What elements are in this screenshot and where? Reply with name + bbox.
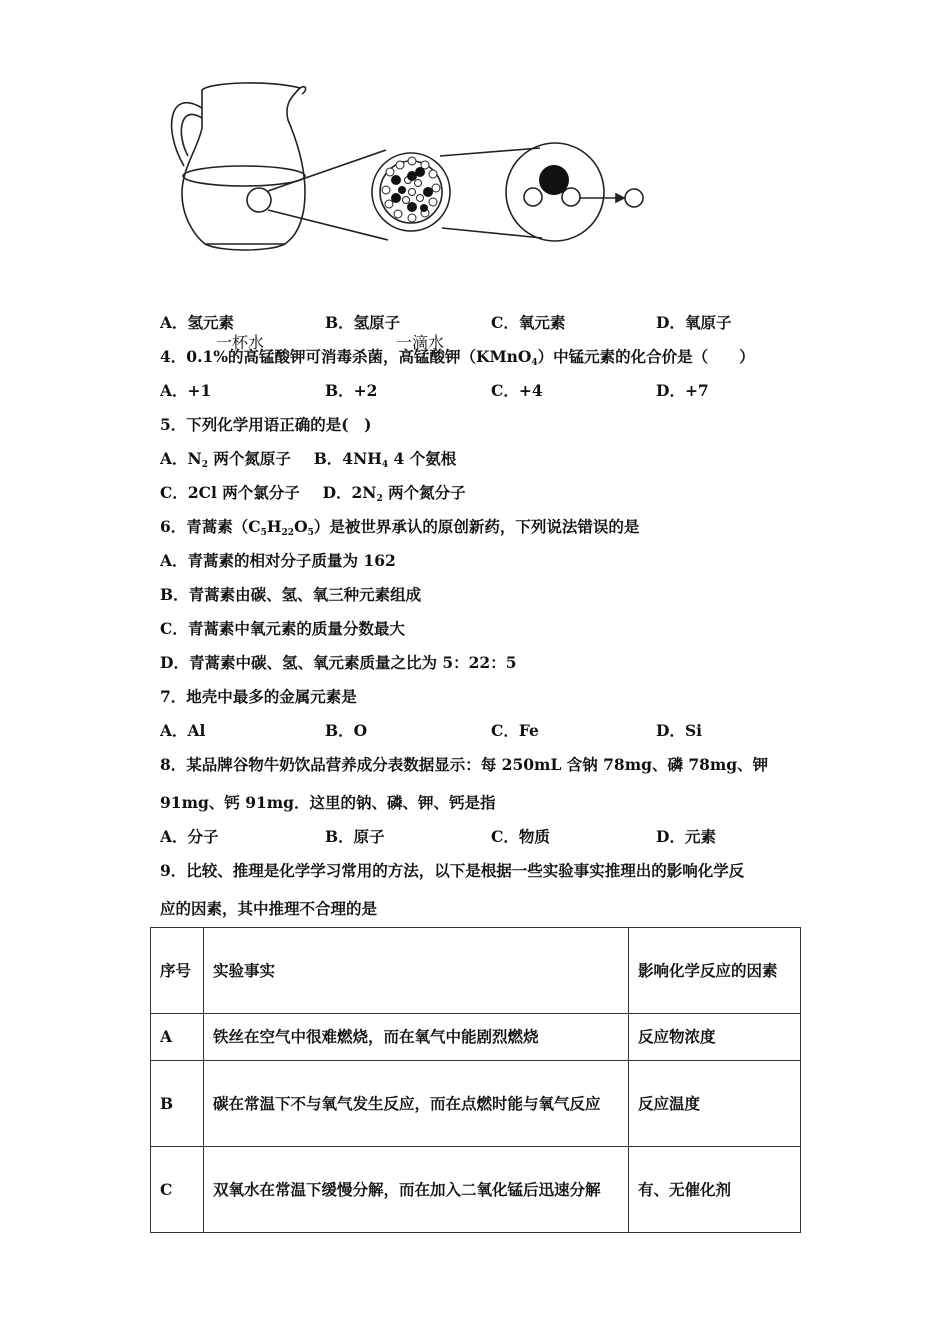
header-fact: 实验事实 bbox=[204, 928, 629, 1014]
row-b-index: B bbox=[151, 1061, 204, 1147]
header-index: 序号 bbox=[151, 928, 204, 1014]
q5-stem: 5．下列化学用语正确的是( ) bbox=[160, 415, 372, 434]
q4-option-c: C．+4 bbox=[491, 381, 543, 400]
q6-option-c: C．青蒿素中氧元素的质量分数最大 bbox=[160, 619, 405, 638]
row-a-index: A bbox=[151, 1014, 204, 1061]
q8-option-d: D．元素 bbox=[656, 827, 716, 846]
q9-stem-line1: 9．比较、推理是化学学习常用的方法，以下是根据一些实验事实推理出的影响化学反 bbox=[160, 861, 745, 880]
q4-option-d: D．+7 bbox=[656, 381, 709, 400]
q3-option-a: A．氢元素 bbox=[160, 313, 235, 332]
row-c-fact: 双氧水在常温下缓慢分解，而在加入二氧化锰后迅速分解 bbox=[204, 1147, 629, 1233]
caption-drop-of-water: 一滴水 bbox=[396, 333, 445, 352]
q7-option-c: C．Fe bbox=[491, 721, 539, 740]
q7-option-b: B．O bbox=[325, 721, 368, 740]
q6-option-a: A．青蒿素的相对分子质量为 162 bbox=[160, 551, 396, 570]
q8-option-b: B．原子 bbox=[325, 827, 385, 846]
q7-option-d: D．Si bbox=[656, 721, 703, 740]
q5-options-row2: C．2Cl 两个氯分子 D．$2N_2$ 两个氮分子 bbox=[160, 483, 466, 504]
row-a-fact: 铁丝在空气中很难燃烧，而在氧气中能剧烈燃烧 bbox=[204, 1014, 629, 1061]
table-row bbox=[151, 1014, 801, 1061]
q4-stem: 4．0.1%的高锰酸钾可消毒杀菌，高锰酸钾（KMnO$_4$）中锰元素的化合价是（ ） bbox=[160, 347, 755, 368]
row-c-index: C bbox=[151, 1147, 204, 1233]
q4-options bbox=[160, 379, 800, 403]
q6-option-d: D．青蒿素中碳、氢、氧元素质量之比为 5：22：5 bbox=[160, 653, 517, 672]
table-row bbox=[151, 1147, 801, 1233]
q3-option-c: C．氧元素 bbox=[491, 313, 566, 332]
header-factor: 影响化学反应的因素 bbox=[629, 928, 801, 1014]
table-row bbox=[151, 1061, 801, 1147]
q9-table bbox=[150, 927, 801, 1233]
q3-option-b: B．氢原子 bbox=[325, 313, 401, 332]
table-header-row bbox=[151, 928, 801, 1014]
q8-options bbox=[160, 825, 800, 849]
q7-option-a: A．Al bbox=[160, 721, 206, 740]
q8-option-a: A．分子 bbox=[160, 827, 219, 846]
row-a-factor: 反应物浓度 bbox=[629, 1014, 801, 1061]
q8-stem-line1: 8．某品牌谷物牛奶饮品营养成分表数据显示：每 250mL 含钠 78mg、磷 78mg、钾 bbox=[160, 755, 769, 774]
pitcher-drop-molecule-diagram bbox=[150, 68, 670, 300]
q4-option-b: B．+2 bbox=[325, 381, 378, 400]
q6-stem: 6．青蒿素$(C_5H_{22}O_5)$是被世界承认的原创新药，下列说法错误的是 bbox=[160, 517, 640, 538]
q4-option-a: A．+1 bbox=[160, 381, 212, 400]
q8-stem-line2: 91mg、钙 91mg．这里的钠、磷、钾、钙是指 bbox=[160, 793, 496, 812]
row-b-factor: 反应温度 bbox=[629, 1061, 801, 1147]
q7-stem: 7．地壳中最多的金属元素是 bbox=[160, 687, 357, 706]
q6-option-b: B．青蒿素由碳、氢、氧三种元素组成 bbox=[160, 585, 422, 604]
q9-stem-line2: 应的因素，其中推理不合理的是 bbox=[160, 899, 378, 918]
q3-option-d: D．氧原子 bbox=[656, 313, 732, 332]
q3-options bbox=[160, 311, 800, 335]
row-b-fact: 碳在常温下不与氧气发生反应，而在点燃时能与氧气反应 bbox=[204, 1061, 629, 1147]
row-c-factor: 有、无催化剂 bbox=[629, 1147, 801, 1233]
q8-option-c: C．物质 bbox=[491, 827, 550, 846]
caption-cup-of-water: 一杯水 bbox=[216, 333, 265, 352]
q5-options-row1: A．$N_2$ 两个氮原子 B．$4NH_4$ 4 个氨根 bbox=[160, 449, 457, 470]
q7-options bbox=[160, 719, 800, 743]
